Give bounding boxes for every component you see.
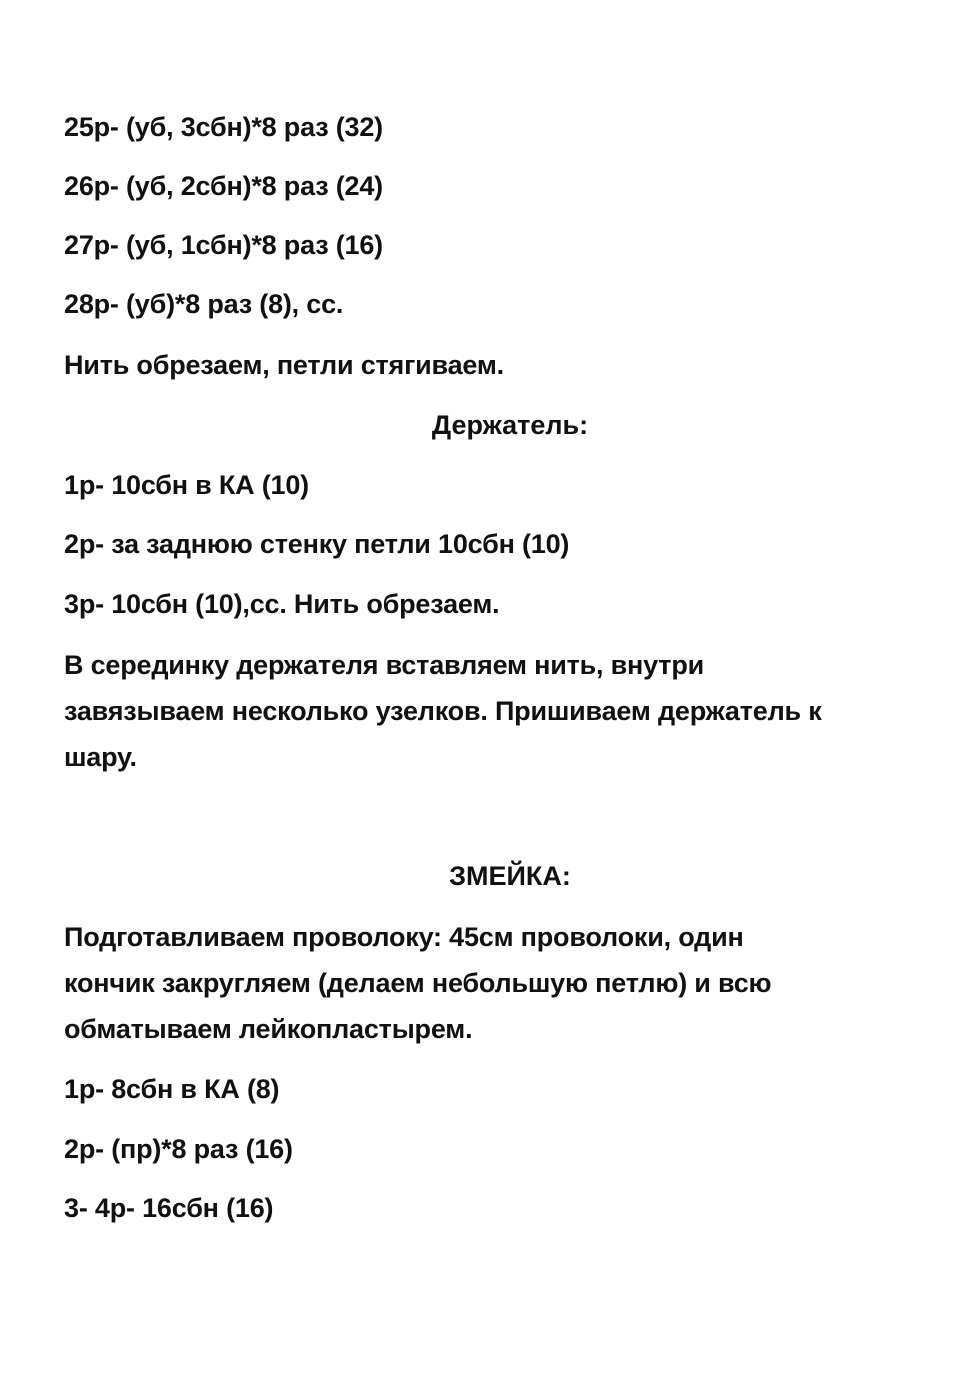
holder-title: Держатель: — [431, 410, 589, 440]
snake-row-3: 3- 4р- 16сбн (16) — [64, 1193, 274, 1223]
snake-intro-line: Подготавливаем проволоку: 45см проволоки, один — [64, 922, 744, 952]
snake-intro — [64, 914, 771, 1052]
row-26: 26р- (уб, 2сбн)*8 раз (24) — [64, 171, 383, 201]
holder-note — [64, 642, 822, 780]
row-27: 27р- (уб, 1сбн)*8 раз (16) — [64, 230, 383, 260]
snake-title: ЗМЕЙКА: — [449, 861, 571, 891]
holder-note-line: завязываем несколько узелков. Пришиваем держатель к — [64, 696, 822, 726]
holder-note-line: шару. — [64, 742, 137, 772]
finish-instruction: Нить обрезаем, петли стягиваем. — [64, 350, 504, 380]
row-25: 25р- (уб, 3сбн)*8 раз (32) — [64, 112, 383, 142]
holder-row-2: 2р- за заднюю стенку петли 10сбн (10) — [64, 529, 570, 559]
snake-row-2: 2р- (пр)*8 раз (16) — [64, 1134, 293, 1164]
row-28: 28р- (уб)*8 раз (8), сс. — [64, 289, 344, 319]
holder-note-line: В серединку держателя вставляем нить, внутри — [64, 650, 705, 680]
holder-row-1: 1р- 10сбн в КА (10) — [64, 470, 309, 500]
holder-row-3: 3р- 10сбн (10),сс. Нить обрезаем. — [64, 589, 500, 619]
snake-intro-line: кончик закругляем (делаем небольшую петлю) и всю — [64, 968, 772, 998]
snake-row-1: 1р- 8сбн в КА (8) — [64, 1074, 280, 1104]
snake-intro-line: обматываем лейкопластырем. — [64, 1014, 473, 1044]
